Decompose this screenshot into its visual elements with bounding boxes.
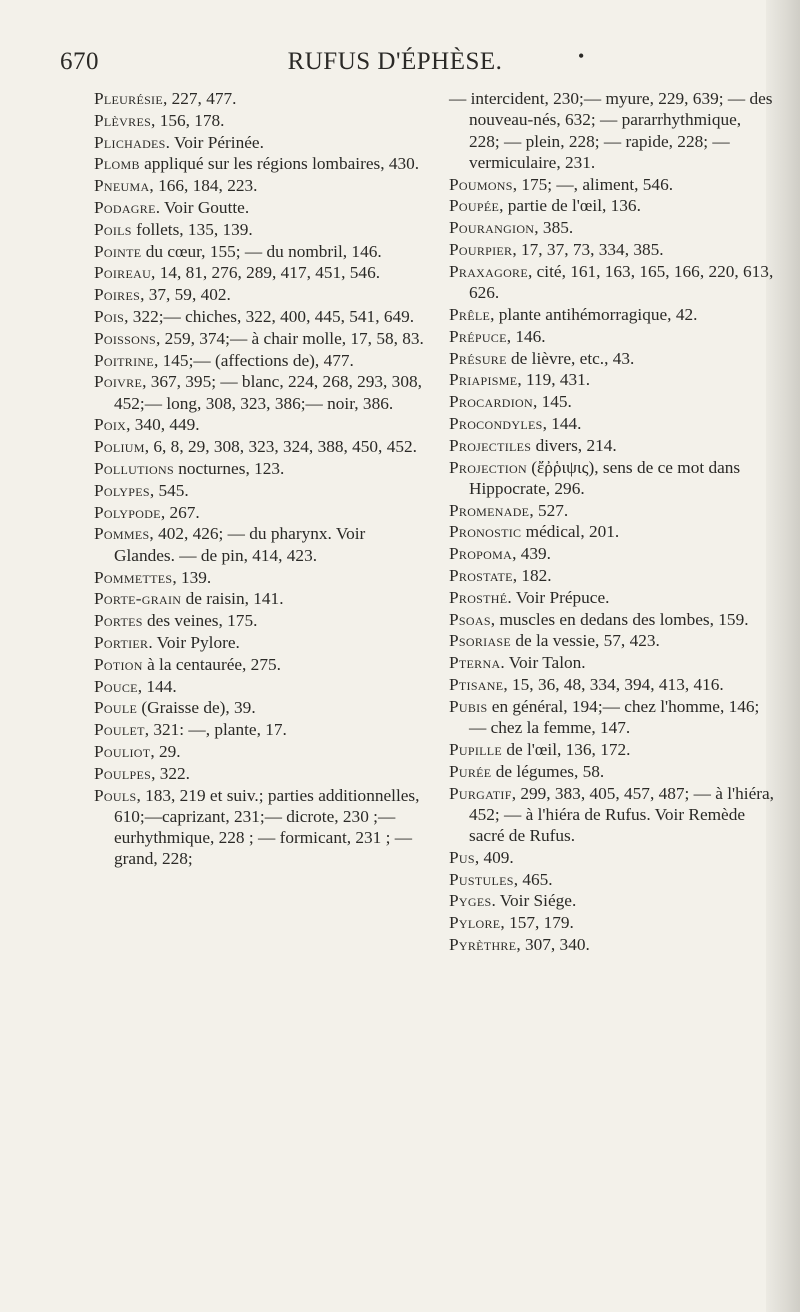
index-references: , muscles en dedans des lombes, 159. [490, 609, 749, 629]
index-headword: Pronostic [449, 522, 522, 542]
index-headword: Pollutions [94, 459, 174, 479]
index-references: du cœur, 155; — du nombril, 146. [141, 241, 382, 261]
index-entry [449, 761, 776, 782]
index-headword: Prépuce [449, 326, 507, 346]
index-references: , 439. [512, 544, 551, 564]
index-references: de raisin, 141. [181, 589, 284, 609]
index-references: , 145;— (affections de), 477. [154, 350, 354, 370]
index-references: , 267. [160, 502, 200, 522]
index-references: , 166, 184, 223. [149, 176, 258, 196]
index-headword: Pois [94, 306, 125, 326]
index-entry [449, 739, 776, 760]
index-entry [94, 262, 424, 283]
index-column-right [449, 88, 776, 956]
index-headword: Procondyles [449, 413, 543, 433]
index-entry [449, 652, 776, 673]
index-references: , 139. [172, 567, 212, 587]
index-headword: Pommettes [94, 567, 173, 587]
index-references: , 157, 179. [500, 913, 574, 933]
index-references: , 307, 340. [516, 935, 590, 955]
index-references: — intercident, 230;— myure, 229, 639; — des nouveau-nés, 632; — pararrhythmique, 228; — plein, 228; — rapide, 228; — vermiculaire, 231. [449, 89, 773, 172]
index-headword: Poireau [94, 263, 152, 283]
index-entry [94, 197, 424, 218]
index-headword: Poumons [449, 174, 513, 194]
index-headword: Prêle [449, 304, 491, 324]
index-entry [94, 132, 424, 153]
index-references: , 259, 374;— à chair molle, 17, 58, 83. [156, 328, 424, 348]
index-headword: Procardion [449, 392, 533, 412]
index-references: en général, 194;— chez l'homme, 146;— chez la femme, 147. [469, 696, 760, 738]
index-headword: Pupille [449, 739, 503, 759]
index-references: , 6, 8, 29, 308, 323, 324, 388, 450, 452. [144, 437, 417, 457]
index-references: , 545. [149, 480, 189, 500]
index-headword: Portes [94, 611, 143, 631]
index-headword: Présure [449, 348, 507, 368]
index-references: , 322;— chiches, 322, 400, 445, 541, 649. [124, 306, 415, 326]
index-entry [449, 912, 776, 933]
index-references: , partie de l'œil, 136. [499, 196, 641, 216]
index-headword: Portier [94, 632, 149, 652]
index-references: de lièvre, etc., 43. [506, 348, 635, 368]
index-entry [449, 783, 776, 847]
index-headword: Pyrèthre [449, 935, 517, 955]
index-references: , 340, 449. [126, 415, 200, 435]
index-headword: Promenade [449, 500, 530, 520]
index-references: , 385. [534, 218, 574, 238]
index-headword: Poissons [94, 328, 157, 348]
index-references: , 119, 431. [517, 370, 591, 390]
index-headword: Pointe [94, 241, 142, 261]
index-references: , 144. [542, 413, 582, 433]
index-headword: Pterna [449, 653, 501, 673]
index-headword: Pourangion [449, 218, 535, 238]
index-headword: Polypes [94, 480, 150, 500]
index-headword: Poires [94, 285, 141, 305]
index-references: . Voir Talon. [500, 653, 586, 673]
index-references: , 14, 81, 276, 289, 417, 451, 546. [151, 263, 381, 283]
index-entry [449, 869, 776, 890]
index-headword: Prosthé [449, 587, 508, 607]
index-references: , 144. [137, 676, 177, 696]
index-entry [94, 610, 424, 631]
index-column-left [94, 88, 424, 870]
index-headword: Polium [94, 437, 145, 457]
index-headword: Poulet [94, 720, 145, 740]
index-entry [94, 219, 424, 240]
index-headword: Potion [94, 654, 143, 674]
index-references: , 299, 383, 405, 457, 487; — à l'hiéra, 452; — à l'hiéra de Rufus. Voir Remède sacré de Rufus. [469, 783, 774, 846]
index-headword: Poule [94, 698, 138, 718]
index-references: appliqué sur les régions lombaires, 430. [139, 154, 420, 174]
index-entry [449, 521, 776, 542]
index-references: de l'œil, 136, 172. [502, 739, 631, 759]
index-references: , 409. [474, 847, 514, 867]
index-entry [449, 630, 776, 651]
index-entry [94, 719, 424, 740]
index-references: . Voir Pylore. [148, 632, 240, 652]
index-entry [94, 588, 424, 609]
index-headword: Poitrine [94, 350, 154, 370]
index-entry [449, 890, 776, 911]
index-headword: Poils [94, 219, 132, 239]
index-entry [449, 348, 776, 369]
page-header [60, 48, 730, 78]
index-entry [94, 632, 424, 653]
index-references: , 15, 36, 48, 334, 394, 413, 416. [503, 675, 724, 695]
index-headword: Pouce [94, 676, 138, 696]
index-headword: Propoma [449, 544, 513, 564]
index-entry [449, 543, 776, 564]
index-headword: Pouliot [94, 741, 151, 761]
index-entry [449, 304, 776, 325]
index-references: , 17, 37, 73, 334, 385. [512, 240, 664, 260]
index-references: , 322. [151, 763, 190, 783]
index-headword: Pleurésie [94, 89, 163, 108]
index-references: , 183, 219 et suiv.; parties additionnelles, 610;—caprizant, 231;— dicrote, 230 ;—eurhythmique, 228 ; — formicant, 231 ; — grand, 228; [114, 785, 420, 869]
index-entry [94, 523, 424, 566]
index-entry [94, 371, 424, 414]
index-entry [94, 414, 424, 435]
index-entry [94, 480, 424, 501]
index-references: , 465. [513, 869, 553, 889]
index-entry [94, 306, 424, 327]
index-entry [449, 88, 776, 173]
index-references: (Graisse de), 39. [137, 698, 256, 718]
index-references: . Voir Prépuce. [507, 587, 610, 607]
index-entry [94, 110, 424, 131]
index-entry [94, 654, 424, 675]
index-headword: Praxagore [449, 261, 528, 281]
index-headword: Priapisme [449, 370, 518, 390]
index-references: médical, 201. [521, 522, 620, 542]
index-references: à la centaurée, 275. [142, 654, 281, 674]
index-entry [449, 435, 776, 456]
index-headword: Polypode [94, 502, 161, 522]
index-references: divers, 214. [531, 435, 617, 455]
index-references: . Voir Périnée. [165, 132, 264, 152]
index-entry [449, 674, 776, 695]
index-entry [449, 195, 776, 216]
index-entry [449, 174, 776, 195]
index-headword: Porte-grain [94, 589, 182, 609]
index-references: , 402, 426; — du pharynx. Voir Glandes. — de pin, 414, 423. [114, 524, 366, 565]
index-headword: Pouls [94, 785, 137, 805]
index-entry [94, 175, 424, 196]
index-references: , 37, 59, 402. [140, 285, 231, 305]
index-references: , 29. [150, 741, 181, 761]
index-entry [94, 763, 424, 784]
index-headword: Plomb [94, 154, 140, 174]
index-headword: Pus [449, 847, 475, 867]
index-references: , 156, 178. [151, 110, 225, 130]
index-headword: Plèvres [94, 110, 152, 130]
index-headword: Ptisane [449, 675, 504, 695]
index-references: , 321: —, plante, 17. [144, 720, 287, 740]
index-references: , cité, 161, 163, 165, 166, 220, 613, 626. [469, 261, 774, 303]
index-entry [449, 326, 776, 347]
index-references: , plante antihémorragique, 42. [490, 304, 698, 324]
index-headword: Psoriase [449, 631, 512, 651]
index-references: , 367, 395; — blanc, 224, 268, 293, 308, 452;— long, 308, 323, 386;— noir, 386. [114, 372, 422, 413]
index-entry [449, 239, 776, 260]
index-entry [449, 565, 776, 586]
index-entry [94, 153, 424, 174]
index-entry [449, 391, 776, 412]
index-references: . Voir Goutte. [155, 197, 250, 217]
index-references: follets, 135, 139. [131, 219, 253, 239]
index-headword: Poix [94, 415, 127, 435]
index-headword: Poulpes [94, 763, 152, 783]
index-entry [449, 500, 776, 521]
index-entry [94, 697, 424, 718]
index-entry [449, 369, 776, 390]
index-references: , 146. [506, 326, 546, 346]
index-entry [94, 284, 424, 305]
index-entry [449, 261, 776, 304]
running-title: RUFUS D'ÉPHÈSE. [287, 48, 503, 75]
index-entry [94, 88, 424, 109]
index-entry [94, 741, 424, 762]
index-headword: Psoas [449, 609, 491, 629]
index-headword: Prostate [449, 566, 513, 586]
index-headword: Pylore [449, 913, 501, 933]
index-references: , 175; —, aliment, 546. [512, 174, 674, 194]
page-number: 670 [60, 48, 99, 75]
index-entry [449, 934, 776, 955]
index-references: de légumes, 58. [491, 761, 605, 781]
index-headword: Projection [449, 457, 527, 477]
index-entry [449, 457, 776, 500]
index-references: , 527. [529, 500, 569, 520]
index-entry [449, 217, 776, 238]
index-references: (ἔῤῥιψις), sens de ce mot dans Hippocrate, 296. [469, 457, 741, 498]
index-headword: Projectiles [449, 435, 532, 455]
index-headword: Pommes [94, 524, 150, 544]
index-headword: Pyges [449, 891, 492, 911]
index-headword: Poivre [94, 372, 143, 392]
index-entry [449, 413, 776, 434]
index-headword: Purgatif [449, 783, 512, 803]
index-headword: Pneuma [94, 176, 150, 196]
index-headword: Plichades [94, 132, 166, 152]
index-references: , 182. [512, 566, 552, 586]
index-entry [449, 696, 776, 739]
index-references: , 227, 477. [162, 89, 237, 108]
index-references: , 145. [532, 392, 572, 412]
index-entry [94, 502, 424, 523]
index-headword: Pourpier [449, 240, 513, 260]
index-headword: Pustules [449, 869, 514, 889]
index-entry [94, 676, 424, 697]
printer-mark: • [578, 46, 585, 66]
index-headword: Pubis [449, 696, 488, 716]
index-entry [94, 328, 424, 349]
index-entry [94, 567, 424, 588]
index-references: . Voir Siége. [491, 891, 577, 911]
index-references: de la vessie, 57, 423. [511, 631, 660, 651]
index-entry [449, 587, 776, 608]
index-entry [94, 241, 424, 262]
index-headword: Poupée [449, 196, 500, 216]
index-entry [94, 458, 424, 479]
index-headword: Purée [449, 761, 492, 781]
index-entry [94, 350, 424, 371]
index-references: des veines, 175. [142, 611, 258, 631]
index-entry [449, 609, 776, 630]
index-references: nocturnes, 123. [173, 459, 285, 479]
index-headword: Podagre [94, 197, 156, 217]
index-entry [94, 785, 424, 870]
index-entry [449, 847, 776, 868]
index-entry [94, 436, 424, 457]
